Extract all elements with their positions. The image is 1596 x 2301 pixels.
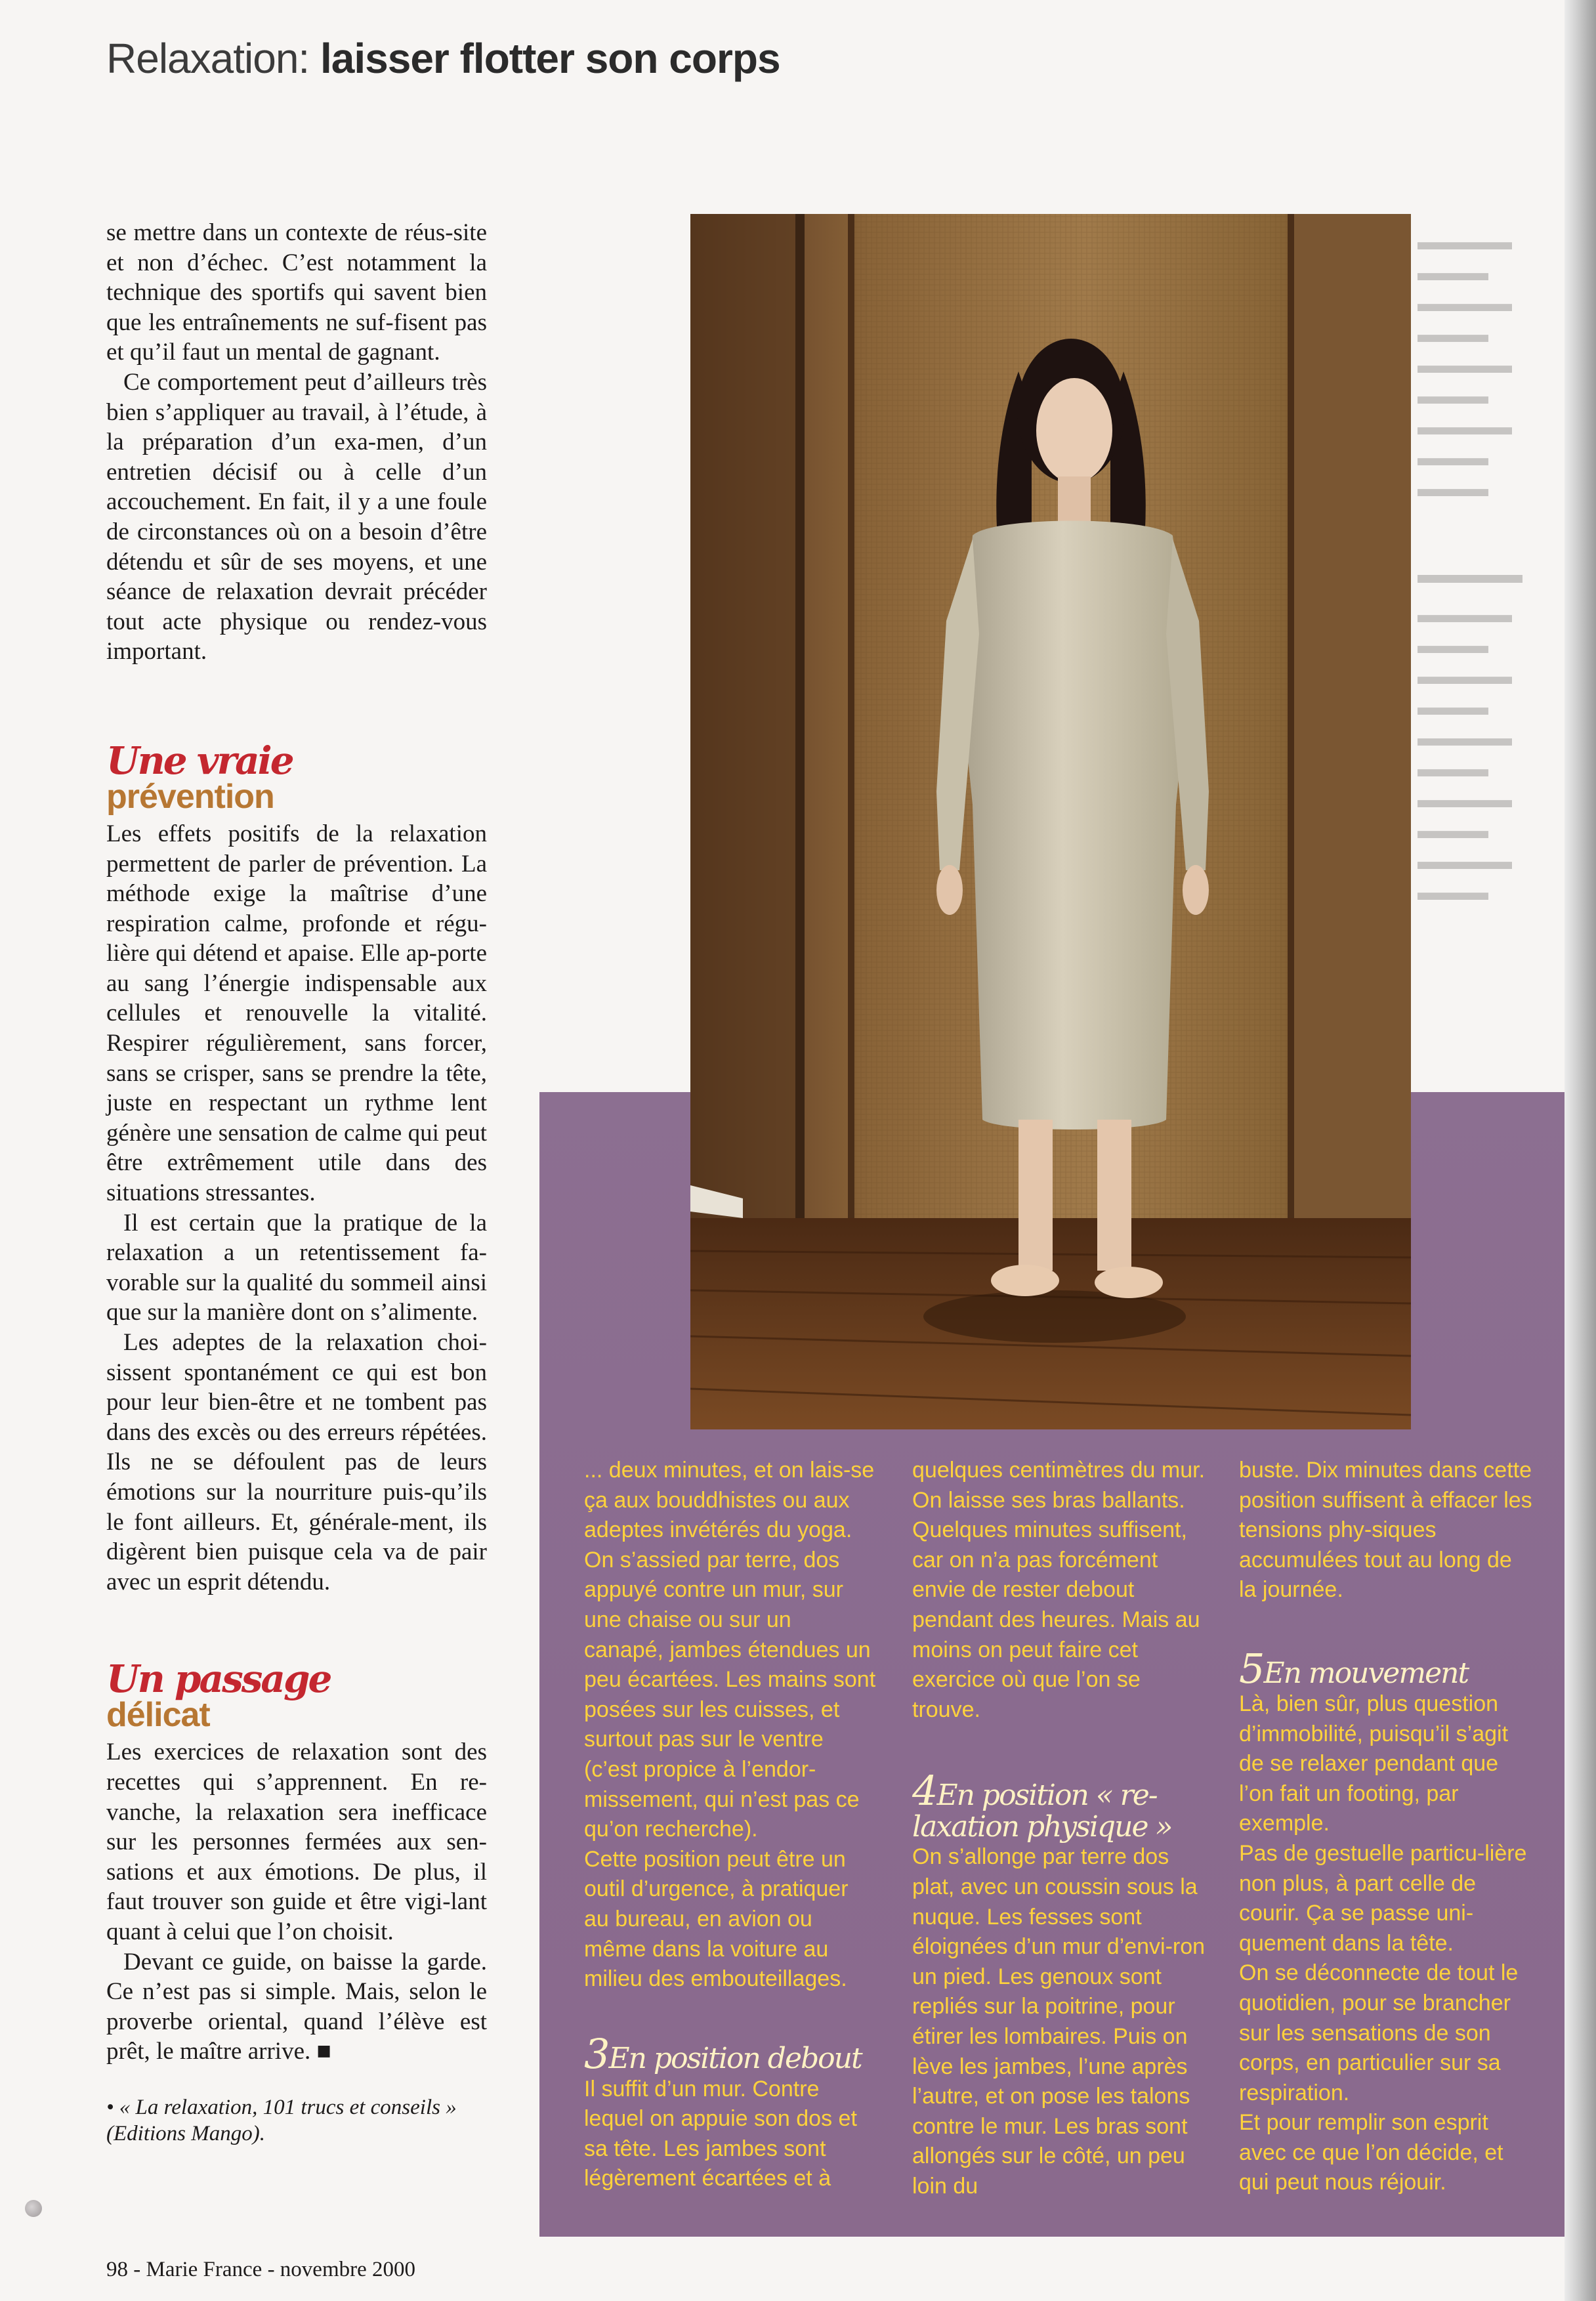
intro-paragraph-2: Ce comportement peut d’ailleurs très bien s’appliquer au travail, à l’étude, à la préparation d’un exa-men, d’un entretien décisif ou à celle d’un accouchement. En fait, il y a une foule de circonstances où on a besoin d’être détendu et sûr de ses moyens, et une séance de relaxation devrait précéder tout acte physique ou rendez-vous important. (106, 368, 487, 665)
step-4-text: On s’allonge par terre dos plat, avec un coussin sous la nuque. Les fesses sont éloignées d’un mur d’envi-ron un pied. Les genoux sont repliés sur la poitrine, pour étirer les lombaires. Puis on lève les jambes, l’une après l’autre, et on pose les talons contre le mur. Les bras sont allongés sur le côté, un peu loin du (912, 1844, 1206, 2199)
box-column-3 (1239, 1456, 1534, 2198)
step-4-number: 4 (912, 1767, 937, 1815)
step-5-heading (1239, 1644, 1534, 1693)
section-heading-script: Une vraie (106, 738, 293, 783)
col1-paragraph-a: ... deux minutes, et on lais-se ça aux bouddhistes ou aux adeptes invétérés du yoga. On s’assied par terre, dos appuyé contre un mur, sur une chaise ou sur un canapé, jambes étendues un peu écartées. Les mains sont posées sur les cuisses, et surtout pas sur le ventre (c’est propice à l’endor-missement, qui n’est pas ce qu’on recherche). (584, 1458, 876, 1842)
binding-hole-mark (25, 2200, 42, 2217)
step-3-text: Il suffit d’un mur. Contre lequel on appuie son dos et sa tête. Les jambes sont légèrement écartées et à (584, 2076, 857, 2191)
box-column-1 (584, 1456, 877, 2194)
section-heading-bold: délicat (106, 1696, 210, 1735)
step-3-number: 3 (584, 2029, 609, 2078)
section-heading-script: Un passage (106, 1657, 331, 1702)
col3-paragraph-d: Et pour remplir son esprit avec ce que l’on décide, et qui peut nous réjouir. (1239, 2110, 1503, 2195)
step-4-heading (912, 1767, 1208, 1844)
header-subtitle: laisser flotter son corps (320, 35, 780, 82)
step-5-title: En mouvement (1263, 1656, 1469, 1690)
col3-paragraph-a: buste. Dix minutes dans cette position suffisent à effacer les tensions phy-siques accumulées tout au long de la journée. (1239, 1458, 1532, 1603)
section-heading-bold: prévention (106, 777, 274, 816)
box-column-2 (912, 1456, 1208, 2201)
header-separator: : (298, 35, 320, 82)
passage-paragraph-1: Les exercices de relaxation sont des recettes qui s’apprennent. En re-vanche, la relaxation sera inefficace sur les personnes fermées aux sen-sations et aux émotions. De plus, il faut trouver son guide et être vigi-lant quant à celui que l’on choisit. (106, 1739, 487, 1945)
intro-paragraph-1: se mettre dans un contexte de réus-site et non d’échec. C’est notamment la technique des sportifs qui savent bien que les entraînements ne suf-fisent pas et qu’il faut un mental de gagnant. (106, 219, 487, 366)
col1-paragraph-b: Cette position peut être un outil d’urgence, à pratiquer au bureau, en avion ou même dans la voiture au milieu des embouteillages. (584, 1846, 849, 1992)
col2-paragraph-a: quelques centimètres du mur. On laisse ses bras ballants. Quelques minutes suffisent, car on n’a pas forcément envie de rester debout pendant des heures. Mais au moins on peut faire cet exercice où que l’on se trouve. (912, 1458, 1206, 1722)
show-through-column: ▬▬▬▬ ▬▬▬ ▬▬▬▬ ▬▬▬ ▬▬▬▬ ▬▬▬ ▬▬▬▬ ▬▬▬ ▬▬▬ ▬▬▬▬ ▬▬▬▬ ▬▬▬ ▬▬▬▬ ▬▬▬ ▬▬▬▬ ▬▬▬ ▬▬▬▬ ▬▬▬ ▬▬▬▬ ▬▬▬ (1418, 228, 1522, 905)
article-header (106, 34, 780, 83)
step-3-title: En position debout (608, 2041, 862, 2075)
page-gutter-edge (1564, 0, 1596, 2301)
section-heading-prevention (106, 738, 487, 816)
step-4-title: En position « re-laxation physique » (912, 1779, 1172, 1844)
passage-paragraph-2: Devant ce guide, on baisse la garde. Ce n’est pas si simple. Mais, selon le proverbe oriental, quand l’élève est prêt, le maître arrive. ■ (106, 1948, 487, 2065)
col3-paragraph-b: Pas de gestuelle particu-lière non plus, à part celle de courir. Ça se passe uni-quement dans la tête. (1239, 1840, 1527, 1956)
book-reference-footnote: • « La relaxation, 101 trucs et conseils » (Editions Mango). (106, 2095, 457, 2145)
woman-standing-photo (690, 214, 1411, 1429)
col3-paragraph-c: On se déconnecte de tout le quotidien, pour se brancher sur les sensations de son corps, en particulier sur sa respiration. (1239, 1960, 1519, 2105)
step-3-heading (584, 2029, 877, 2078)
page-folio: 98 - Marie France - novembre 2000 (106, 2258, 416, 2281)
prevention-paragraph-3: Les adeptes de la relaxation choi-sissent spontanément ce qui est bon pour leur bien-être et ne tombent pas dans des excès ou des erreurs répétées. Ils ne se défoulent pas de leurs émotions sur la nourriture puis-qu’ils le font ailleurs. Et, générale-ment, ils digèrent bien puisque cela va de pair avec un esprit détendu. (106, 1329, 487, 1595)
section-heading-passage (106, 1657, 487, 1735)
left-column (106, 218, 487, 2147)
step-5-number: 5 (1239, 1644, 1264, 1693)
step-5-text: Là, bien sûr, plus question d’immobilité, puisqu’il s’agit de se relaxer pendant que l’on fait un footing, par exemple. (1239, 1691, 1509, 1836)
header-section: Relaxation (106, 35, 299, 82)
prevention-paragraph-2: Il est certain que la pratique de la relaxation a un retentissement fa-vorable sur la qualité du sommeil ainsi que sur la manière dont on s’alimente. (106, 1209, 487, 1326)
prevention-paragraph-1: Les effets positifs de la relaxation permettent de parler de prévention. La méthode exige la maîtrise d’une respiration calme, profonde et régu-lière qui détend et apaise. Elle ap-porte au sang l’énergie indispensable aux cellules et renouvelle la vitalité. Respirer régulièrement, sans forcer, sans se crisper, sans se prendre la tête, juste en respectant un rythme lent génère une sensation de calme qui peut être extrêmement utile dans des situations stressantes. (106, 820, 487, 1207)
